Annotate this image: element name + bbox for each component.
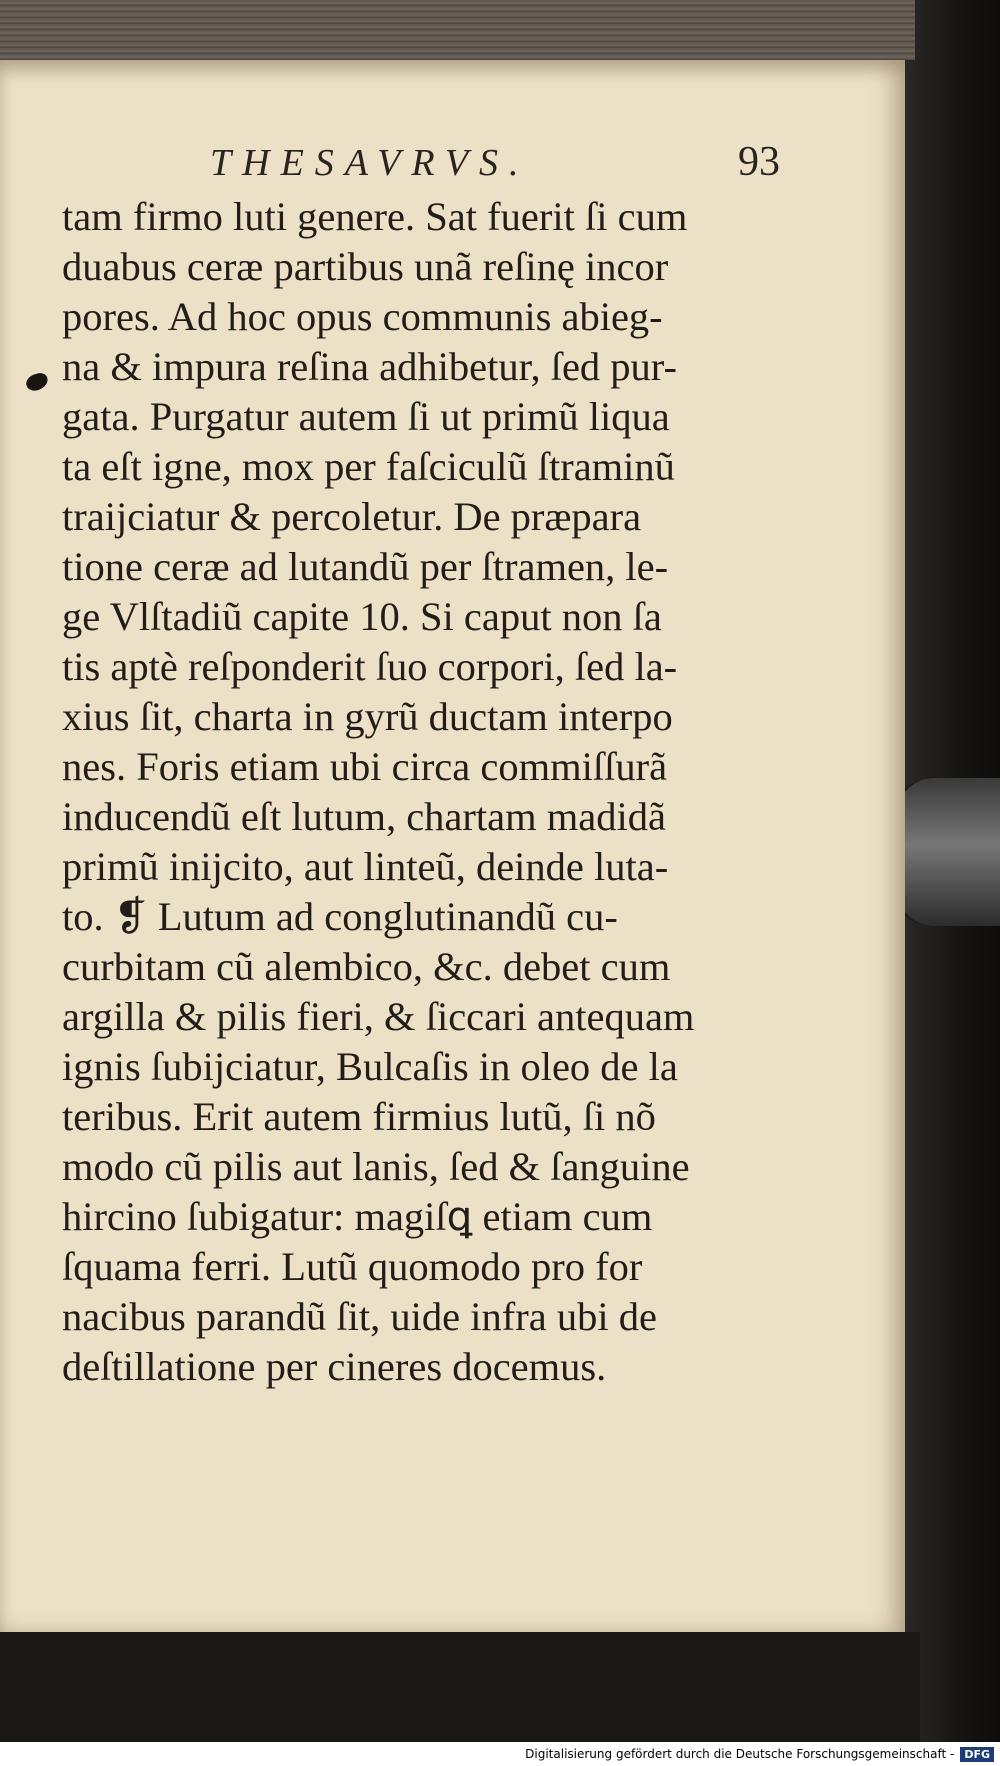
body-text <box>62 192 782 1392</box>
page-number: 93 <box>738 139 780 185</box>
text-line: duabus ceræ partibus unã reſinę incor <box>62 244 669 289</box>
text-line: pores. Ad hoc opus communis abieg- <box>62 294 663 339</box>
digitization-footer <box>0 1742 1000 1766</box>
text-line: ignis ſubijciatur, Bulcaſis in oleo de la <box>62 1044 678 1089</box>
book-clip <box>890 778 1000 926</box>
text-line: gata. Purgatur autem ſi ut primũ liqua <box>62 394 670 439</box>
text-line: nacibus parandũ ſit, uide infra ubi de <box>62 1294 657 1339</box>
text-line: primũ inijcito, aut linteũ, deinde luta- <box>62 844 669 889</box>
page-header <box>60 138 780 186</box>
text-line: tam firmo luti genere. Sat fuerit ſi cum <box>62 194 688 239</box>
text-line: hircino ſubigatur: magiſꝗ etiam cum <box>62 1194 653 1239</box>
funding-credit: Digitalisierung gefördert durch die Deutsche Forschungsgemeinschaft - <box>525 1747 955 1761</box>
text-line: na & impura reſina adhibetur, ſed pur- <box>62 344 677 389</box>
running-head: THESAVRVS. <box>210 142 530 184</box>
text-line: ge Vlſtadiũ capite 10. Si caput non ſa <box>62 594 662 639</box>
text-line: teribus. Erit autem firmius lutũ, ſi nõ <box>62 1094 656 1139</box>
text-line: ta eſt igne, mox per faſciculũ ſtraminũ <box>62 444 675 489</box>
text-line: traijciatur & percoletur. De præpara <box>62 494 642 539</box>
text-line: ſquama ferri. Lutũ quomodo pro for <box>62 1244 643 1289</box>
dfg-logo: DFG <box>960 1747 994 1762</box>
text-line: xius ſit, charta in gyrũ ductam interpo <box>62 694 673 739</box>
text-line: modo cũ pilis aut lanis, ſed & ſanguine <box>62 1144 690 1189</box>
text-line: tione ceræ ad lutandũ per ſtramen, le- <box>62 544 669 589</box>
background-bottom <box>0 1632 920 1742</box>
text-line: argilla & pilis fieri, & ſiccari antequam <box>62 994 695 1039</box>
text-line: inducendũ eſt lutum, chartam madidã <box>62 794 666 839</box>
page-edges-top <box>0 0 915 60</box>
text-line: tis aptè reſponderit ſuo corpori, ſed la- <box>62 644 678 689</box>
text-line: nes. Foris etiam ubi circa commiſſurã <box>62 744 668 789</box>
text-line: deſtillatione per cineres docemus. <box>62 1344 607 1389</box>
text-line: curbitam cũ alembico, &c. debet cum <box>62 944 671 989</box>
text-line: to. ❡ Lutum ad conglutinandũ cu- <box>62 894 618 939</box>
